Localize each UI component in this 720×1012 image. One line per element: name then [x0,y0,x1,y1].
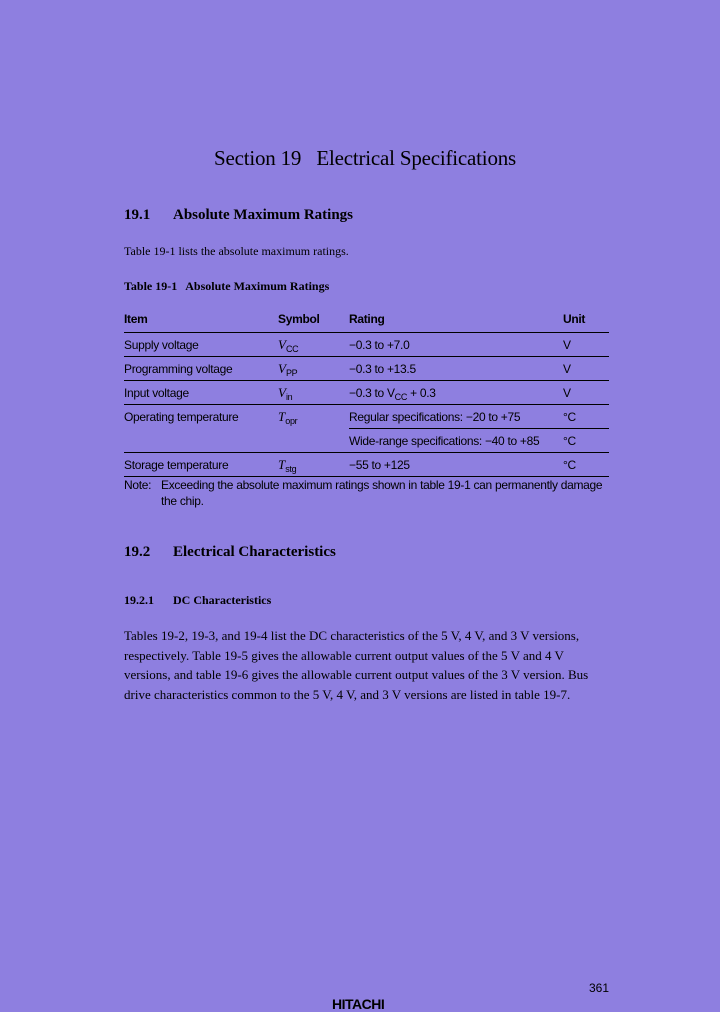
cell-item [124,429,278,453]
table-row [124,453,609,477]
cell-rating: Regular specifications: −20 to +75 [349,405,563,429]
symbol-main: T [278,408,286,424]
cell-item: Input voltage [124,381,278,405]
table-number: Table 19-1 [124,279,178,293]
cell-item: Supply voltage [124,333,278,357]
cell-item: Operating temperature [124,409,239,424]
rating-pre: −0.3 to V [349,385,395,400]
table-caption [124,279,329,294]
table-row [124,405,609,429]
section-19-2-1-heading [124,593,271,608]
note-label: Note: [124,478,152,492]
section-19-2-heading [124,544,336,561]
cell-unit: °C [563,429,609,453]
subsection-number: 19.2.1 [124,593,154,607]
section-number: 19.2 [124,544,151,560]
symbol-sub: stg [285,463,297,474]
cell-unit: V [563,381,609,405]
table-row [124,333,609,357]
section-title: Electrical Characteristics [173,544,336,560]
table-header-row [124,312,609,333]
cell-rating [349,381,563,405]
section-number: 19.1 [124,207,151,223]
symbol-main: T [278,456,286,472]
header-item: Item [124,312,278,333]
table-title: Absolute Maximum Ratings [185,279,330,293]
cell-symbol [278,453,349,477]
table-note [124,477,610,509]
dc-characteristics-paragraph: Tables 19-2, 19-3, and 19-4 list the DC characteristics of the 5 V, 4 V, and 3 V versions, respectively. Table 19-5 gives the allowable current output values of the 5 V and 4 V versions, and table 19-6 gives the allowable current output values of the 3 V version. Bus drive characteristics common to the 5 V, 4 V, and 3 V versions are listed in table 19-7. [124,628,589,702]
header-rating: Rating [349,312,563,333]
cell-unit: °C [563,405,609,429]
cell-rating: Wide-range specifications: −40 to +85 [349,429,563,453]
hitachi-logo: HITACHI [332,996,385,1012]
rating-post: + 0.3 [407,385,436,400]
table-row [124,357,609,381]
section-19-1-heading [124,207,353,224]
subsection-title: DC Characteristics [173,593,272,607]
cell-unit: °C [563,453,609,477]
rating-sub: CC [394,391,408,402]
header-unit: Unit [563,312,609,333]
absolute-max-ratings-table [124,312,609,477]
symbol-main: V [278,360,286,376]
section-title: Absolute Maximum Ratings [173,207,354,223]
page-number: 361 [589,981,610,995]
symbol-sub: in [285,391,293,402]
page-title: Section 19 Electrical Specifications [213,146,517,170]
symbol-main: V [278,384,286,400]
intro-text: Table 19-1 lists the absolute maximum ratings. [124,244,349,258]
header-symbol: Symbol [278,312,349,333]
cell-symbol [278,381,349,405]
table-row [124,429,609,453]
table-row [124,381,609,405]
cell-symbol [278,405,349,429]
cell-rating: −0.3 to +7.0 [349,333,563,357]
note-text: Exceeding the absolute maximum ratings shown in table 19-1 can permanently damage the chip. [161,478,603,508]
cell-item: Storage temperature [124,453,278,477]
cell-rating: −0.3 to +13.5 [349,357,563,381]
symbol-sub: PP [285,367,298,378]
symbol-sub: CC [285,343,299,354]
cell-unit: V [563,357,609,381]
cell-symbol [278,429,349,453]
symbol-sub: opr [285,415,298,426]
cell-symbol [278,357,349,381]
cell-symbol [278,333,349,357]
symbol-main: V [278,336,286,352]
cell-rating: −55 to +125 [349,453,563,477]
cell-unit: V [563,333,609,357]
cell-item: Programming voltage [124,357,278,381]
